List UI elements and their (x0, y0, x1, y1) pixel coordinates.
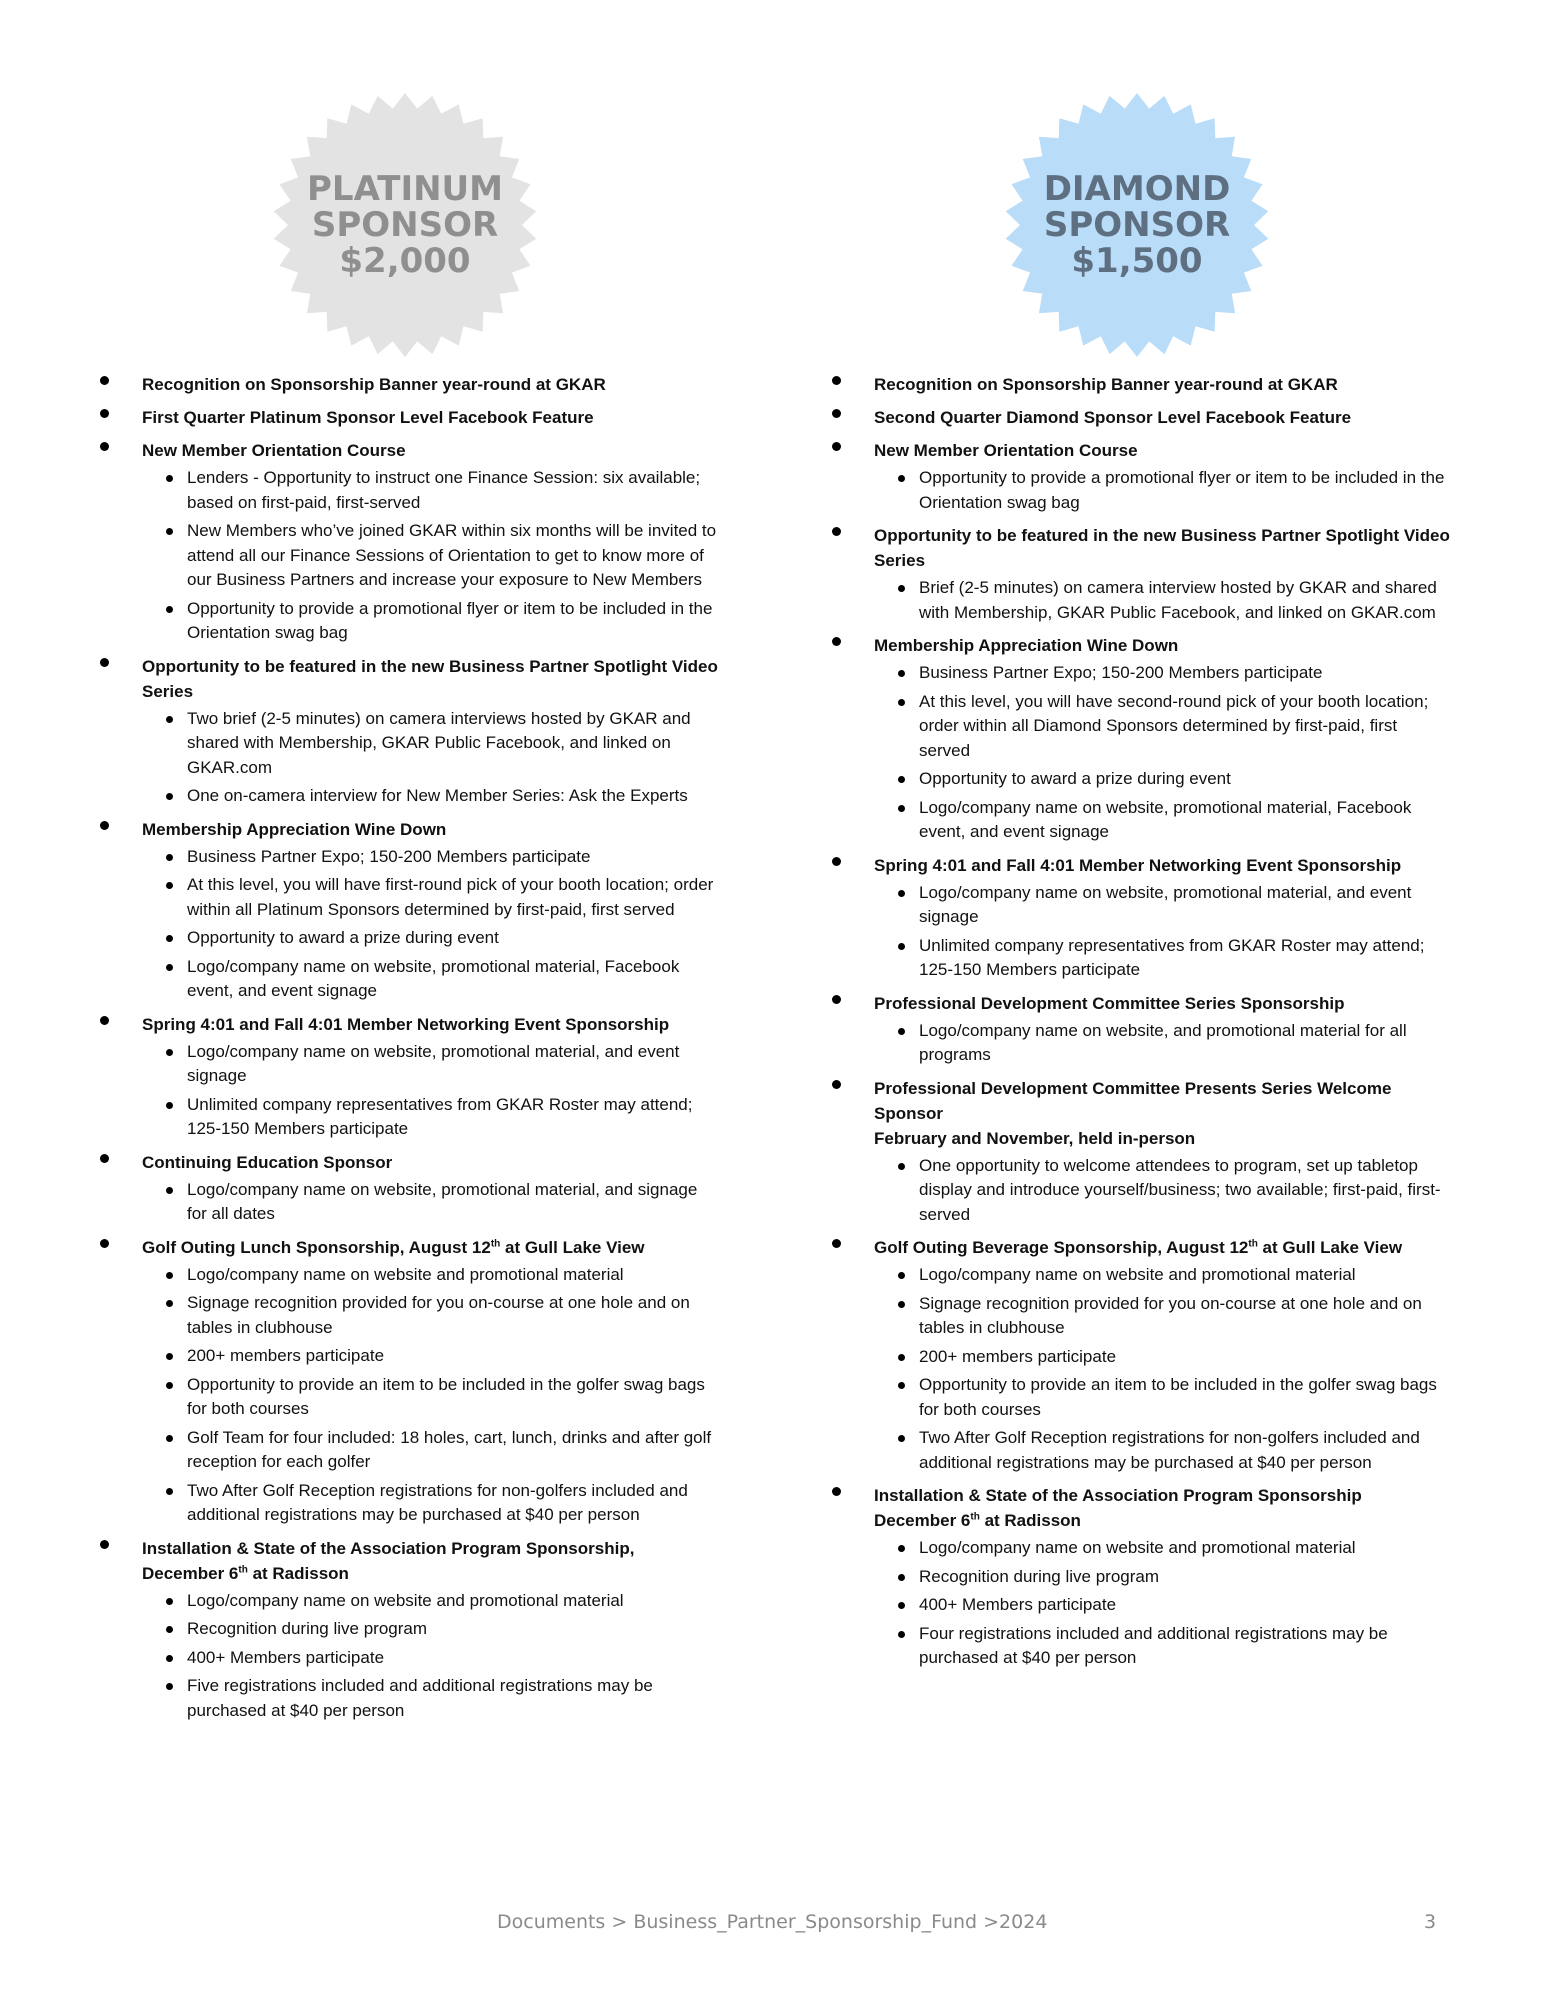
benefit-detail: At this level, you will have first-round pick of your booth location; order within all Platinum Sponsors determined by first-paid, first served (142, 873, 720, 922)
benefit-title-text: Second Quarter Diamond Sponsor Level Facebook Feature (874, 408, 1352, 427)
benefit-item (822, 438, 1452, 515)
benefit-title-text: Membership Appreciation Wine Down (142, 819, 447, 839)
benefit-title (874, 1235, 1452, 1260)
benefit-item (822, 633, 1452, 845)
benefit-detail: Unlimited company representatives from GKAR Roster may attend; 125-150 Members participate (142, 1093, 720, 1142)
badge-line-1: DIAMOND (1043, 169, 1231, 209)
benefit-details (874, 466, 1452, 515)
benefit-detail: Logo/company name on website, promotional material, and event signage (142, 1040, 720, 1089)
badge-price: $2,000 (339, 241, 471, 281)
benefit-title (874, 1483, 1452, 1533)
benefit-detail: Five registrations included and additional registrations may be purchased at $40 per person (142, 1674, 720, 1723)
benefit-title-text: Continuing Education Sponsor (142, 1152, 393, 1172)
benefit-item (90, 438, 720, 646)
benefit-title (874, 438, 1452, 463)
benefit-detail: 400+ Members participate (142, 1646, 720, 1671)
benefit-detail: Opportunity to provide a promotional flyer or item to be included in the Orientation swag bag (142, 597, 720, 646)
benefit-detail: Opportunity to provide an item to be included in the golfer swag bags for both courses (142, 1373, 720, 1422)
benefit-item (822, 1235, 1452, 1475)
benefit-title-text: Opportunity to be featured in the new Business Partner Spotlight Video Series (142, 656, 718, 701)
benefit-title (874, 991, 1452, 1016)
benefit-title (142, 1235, 720, 1260)
benefit-detail: Two brief (2-5 minutes) on camera interviews hosted by GKAR and shared with Membership, GKAR Public Facebook, and linked on GKAR.com (142, 707, 720, 781)
diamond-column (822, 90, 1452, 1679)
benefit-detail: Recognition during live program (142, 1617, 720, 1642)
benefit-item (822, 1076, 1452, 1228)
badge-line-2: SPONSOR (311, 205, 499, 245)
benefit-detail: Two After Golf Reception registrations for non-golfers included and additional registrations may be purchased at $40 per person (142, 1479, 720, 1528)
benefit-title-text: Recognition on Sponsorship Banner year-round at GKAR (874, 375, 1338, 394)
benefit-detail: Unlimited company representatives from GKAR Roster may attend; 125-150 Members participate (874, 934, 1452, 983)
page-number: 3 (1424, 1911, 1437, 1933)
benefit-detail: Logo/company name on website and promotional material (874, 1263, 1452, 1288)
benefit-detail: Logo/company name on website and promotional material (142, 1263, 720, 1288)
diamond-benefits-list (822, 372, 1452, 1671)
benefit-title-line: Installation & State of the Association Program Sponsorship (874, 1486, 1362, 1505)
benefit-detail: New Members who’ve joined GKAR within six months will be invited to attend all our Finance Sessions of Orientation to get to know more of our Business Partners and increase your exposure to New Members (142, 519, 720, 593)
benefit-title-text: Golf Outing Beverage Sponsorship, August 12 (874, 1238, 1249, 1257)
benefit-title-text: Professional Development Committee Series Sponsorship (874, 993, 1345, 1013)
benefit-title (874, 633, 1452, 658)
benefit-detail: At this level, you will have second-round pick of your booth location; order within all Diamond Sponsors determined by first-paid, first served (874, 690, 1452, 764)
benefit-title (142, 1150, 720, 1175)
benefit-detail: Signage recognition provided for you on-course at one hole and on tables in clubhouse (142, 1291, 720, 1340)
benefit-detail: Signage recognition provided for you on-course at one hole and on tables in clubhouse (874, 1292, 1452, 1341)
platinum-benefits-list (90, 372, 720, 1723)
benefit-title (142, 817, 720, 842)
benefit-detail: Opportunity to provide an item to be included in the golfer swag bags for both courses (874, 1373, 1452, 1422)
benefit-detail: Golf Team for four included: 18 holes, cart, lunch, drinks and after golf reception for each golfer (142, 1426, 720, 1475)
benefit-item (90, 654, 720, 809)
benefit-title-text: Golf Outing Lunch Sponsorship, August 12 (142, 1237, 491, 1257)
benefit-item (822, 372, 1452, 397)
platinum-badge-text (270, 90, 540, 360)
benefit-title (142, 405, 720, 430)
benefit-details (142, 1178, 720, 1227)
benefit-details (142, 1263, 720, 1528)
benefit-title (874, 523, 1452, 573)
benefit-detail: Opportunity to provide a promotional flyer or item to be included in the Orientation swag bag (874, 466, 1452, 515)
benefit-title-text: Opportunity to be featured in the new Business Partner Spotlight Video Series (874, 526, 1450, 570)
benefit-title (874, 405, 1452, 430)
benefit-details (142, 845, 720, 1004)
benefit-detail: Four registrations included and additional registrations may be purchased at $40 per person (874, 1622, 1452, 1671)
benefit-details (874, 1154, 1452, 1228)
benefit-item (90, 1150, 720, 1227)
benefit-title (142, 654, 720, 704)
benefit-detail: 400+ Members participate (874, 1593, 1452, 1618)
benefit-item (822, 405, 1452, 430)
ordinal-suffix: th (490, 1237, 501, 1249)
benefit-item (90, 1012, 720, 1142)
benefit-item (822, 1483, 1452, 1671)
benefit-details (874, 1019, 1452, 1068)
benefit-title-line: February and November, held in-person (874, 1128, 1196, 1148)
badge-line-1: PLATINUM (307, 169, 503, 209)
benefit-item (90, 1235, 720, 1528)
footer-breadcrumb: Documents > Business_Partner_Sponsorship_Fund >2024 (497, 1911, 1048, 1933)
benefit-title (142, 1012, 720, 1037)
benefit-title-text: at Gull Lake View (1257, 1238, 1403, 1257)
benefit-item (822, 853, 1452, 983)
platinum-badge (270, 90, 540, 360)
benefit-detail: Logo/company name on website and promotional material (874, 1536, 1452, 1561)
benefit-detail: Recognition during live program (874, 1565, 1452, 1590)
diamond-badge (1002, 90, 1272, 360)
badge-line-2: SPONSOR (1043, 205, 1231, 245)
benefit-detail: Logo/company name on website, and promotional material for all programs (874, 1019, 1452, 1068)
badge-price: $1,500 (1071, 241, 1203, 281)
benefit-title-text: Recognition on Sponsorship Banner year-round at GKAR (142, 375, 606, 394)
benefit-title-text: at Radisson (979, 1511, 1081, 1530)
benefit-detail: Logo/company name on website, promotional material, and signage for all dates (142, 1178, 720, 1227)
benefit-detail: Two After Golf Reception registrations for non-golfers included and additional registrations may be purchased at $40 per person (874, 1426, 1452, 1475)
ordinal-suffix: th (1248, 1238, 1258, 1250)
benefit-details (142, 1040, 720, 1142)
benefit-detail: Business Partner Expo; 150-200 Members participate (874, 661, 1452, 686)
benefit-title-text: Spring 4:01 and Fall 4:01 Member Networking Event Sponsorship (142, 1014, 670, 1034)
benefit-detail: One on-camera interview for New Member Series: Ask the Experts (142, 784, 720, 809)
diamond-badge-text (1002, 90, 1272, 360)
benefit-item (822, 991, 1452, 1068)
benefit-title-text: Membership Appreciation Wine Down (874, 636, 1179, 655)
benefit-title-text: at Gull Lake View (500, 1237, 645, 1257)
benefit-title (142, 1536, 720, 1586)
benefit-detail: Logo/company name on website and promotional material (142, 1589, 720, 1614)
benefit-title-text: at Radisson (247, 1563, 349, 1583)
benefit-detail: 200+ members participate (874, 1345, 1452, 1370)
ordinal-suffix: th (238, 1563, 248, 1575)
benefit-item (90, 372, 720, 397)
benefit-detail: One opportunity to welcome attendees to program, set up tabletop display and introduce yourself/business; two available; first-paid, first-served (874, 1154, 1452, 1228)
benefit-detail: Logo/company name on website, promotional material, Facebook event, and event signage (874, 796, 1452, 845)
benefit-details (874, 1536, 1452, 1671)
benefit-detail: Logo/company name on website, promotional material, and event signage (874, 881, 1452, 930)
benefit-title (874, 853, 1452, 878)
benefit-title-text: New Member Orientation Course (874, 441, 1138, 460)
benefit-details (874, 881, 1452, 983)
benefit-item (90, 1536, 720, 1724)
benefit-details (142, 1589, 720, 1724)
benefit-detail: Business Partner Expo; 150-200 Members participate (142, 845, 720, 870)
platinum-column (90, 90, 720, 1731)
benefit-title-text: Spring 4:01 and Fall 4:01 Member Networking Event Sponsorship (874, 855, 1402, 875)
benefit-details (874, 576, 1452, 625)
benefit-detail: 200+ members participate (142, 1344, 720, 1369)
benefit-detail: Lenders - Opportunity to instruct one Finance Session: six available; based on first-paid, first-served (142, 466, 720, 515)
benefit-item (822, 523, 1452, 625)
benefit-details (874, 1263, 1452, 1475)
benefit-detail: Opportunity to award a prize during event (142, 926, 720, 951)
benefit-title (142, 372, 720, 397)
benefit-title-text: New Member Orientation Course (142, 441, 406, 460)
benefit-title-text: December 6 (142, 1563, 239, 1583)
benefit-item (90, 817, 720, 1004)
benefit-detail: Opportunity to award a prize during event (874, 767, 1452, 792)
benefit-detail: Brief (2-5 minutes) on camera interview hosted by GKAR and shared with Membership, GKAR Public Facebook, and linked on GKAR.com (874, 576, 1452, 625)
benefit-details (142, 707, 720, 809)
benefit-title-text: First Quarter Platinum Sponsor Level Facebook Feature (142, 408, 594, 427)
benefit-title (874, 1076, 1452, 1151)
ordinal-suffix: th (970, 1511, 980, 1523)
benefit-detail: Logo/company name on website, promotional material, Facebook event, and event signage (142, 955, 720, 1004)
benefit-title (142, 438, 720, 463)
benefit-title-text: December 6 (874, 1511, 971, 1530)
benefit-title (874, 372, 1452, 397)
benefit-title-text: Professional Development Committee Presents Series Welcome Sponsor (874, 1078, 1392, 1123)
benefit-title-line: Installation & State of the Association Program Sponsorship, (142, 1538, 635, 1558)
benefit-details (142, 466, 720, 646)
benefit-item (90, 405, 720, 430)
benefit-details (874, 661, 1452, 845)
